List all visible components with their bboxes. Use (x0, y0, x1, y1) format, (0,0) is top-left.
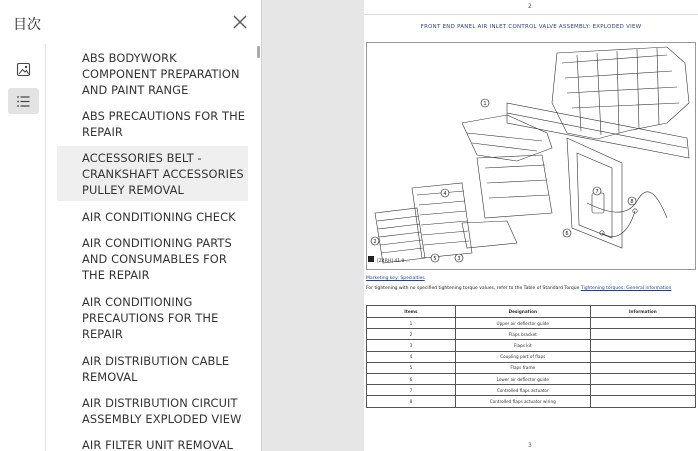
list-outline-icon (16, 94, 31, 109)
cell-designation: Controlled flaps actuator (455, 385, 590, 396)
toc-scrollbar[interactable] (257, 46, 260, 58)
cell-item: 4 (367, 351, 456, 362)
table-row (367, 396, 696, 407)
table-row (367, 373, 696, 384)
diagram-code: [Z4RH] 41.0 ... (377, 259, 411, 264)
cell-designation: Upper air deflector guide (455, 318, 590, 329)
callout-label: 6 (565, 231, 569, 237)
table-of-contents (47, 44, 261, 451)
table-row (367, 385, 696, 396)
cell-item: 2 (367, 329, 456, 340)
toc-item[interactable]: AIR CONDITIONING PARTS AND CONSUMABLES FOR THE REPAIR (82, 236, 232, 283)
thumbnails-tab[interactable] (8, 56, 39, 82)
cell-designation: Controlled flaps actuator wiring (455, 396, 590, 407)
cell-item: 5 (367, 362, 456, 373)
close-button[interactable] (230, 12, 250, 32)
table-row (367, 362, 696, 373)
torque-note-text: For tightening with no specified tightening torque values, refer to the Table of Standard Torque (366, 286, 580, 291)
cell-designation: Flaps bracket (455, 329, 590, 340)
parts-table (366, 305, 696, 408)
cell-designation: Coupling part of flaps (455, 351, 590, 362)
cell-item: 8 (367, 396, 456, 407)
outline-tab[interactable] (8, 88, 39, 114)
cell-information (590, 318, 695, 329)
document-title: FRONT END PANEL AIR INLET CONTROL VALVE ASSEMBLY: EXPLODED VIEW (420, 24, 642, 30)
torque-info-link[interactable]: Tightening torques: General information (580, 286, 672, 291)
toc-item[interactable]: AIR DISTRIBUTION CABLE REMOVAL (82, 354, 230, 385)
toc-item[interactable]: AIR DISTRIBUTION CIRCUIT ASSEMBLY EXPLODED VIEW (82, 396, 242, 427)
diagram-code-icon (368, 256, 374, 262)
cell-information (590, 351, 695, 362)
close-icon (230, 12, 250, 32)
cell-designation: Lower air deflector guide (455, 373, 590, 384)
page-number-bottom: 3 (528, 442, 532, 449)
table-row (367, 340, 696, 351)
cell-information (590, 385, 695, 396)
cell-item: 3 (367, 340, 456, 351)
cell-item: 6 (367, 373, 456, 384)
cell-information (590, 373, 695, 384)
panel-rail (0, 44, 46, 451)
toc-item[interactable]: ABS BODYWORK COMPONENT PREPARATION AND PAINT RANGE (82, 51, 240, 98)
callout-label: 3 (457, 256, 461, 262)
toc-item[interactable]: AIR FILTER UNIT REMOVAL (82, 438, 234, 451)
exploded-view-diagram (366, 42, 696, 270)
marketing-key-link[interactable]: Marketing key: Specialties (366, 276, 425, 281)
cell-item: 7 (367, 385, 456, 396)
cell-information (590, 340, 695, 351)
table-row (367, 318, 696, 329)
cell-item: 1 (367, 318, 456, 329)
callout-label: 4 (443, 191, 447, 197)
toc-item[interactable]: AIR CONDITIONING PRECAUTIONS FOR THE REPAIR (82, 295, 219, 342)
table-row (367, 351, 696, 362)
callout-label: 8 (630, 199, 634, 205)
column-header-items: Items (367, 306, 456, 318)
table-row (367, 329, 696, 340)
cell-information (590, 329, 695, 340)
toc-item[interactable]: AIR CONDITIONING CHECK (82, 210, 236, 224)
cell-information (590, 396, 695, 407)
callout-label: 5 (433, 256, 437, 262)
exploded-diagram-drawing (367, 43, 695, 269)
page-number-top: 2 (528, 3, 532, 10)
callout-label: 1 (483, 101, 487, 107)
column-header-information: Information (590, 306, 695, 318)
column-header-designation: Designation (455, 306, 590, 318)
toc-item[interactable]: ABS PRECAUTIONS FOR THE REPAIR (82, 109, 246, 140)
outline-panel (0, 0, 262, 451)
panel-header (0, 0, 262, 44)
panel-title: 目次 (13, 17, 41, 33)
callout-label: 2 (373, 239, 377, 245)
table-header-row (367, 306, 696, 318)
image-thumbnails-icon (16, 62, 31, 77)
cell-designation: Flaps kit (455, 340, 590, 351)
cell-information (590, 362, 695, 373)
cell-designation: Flaps frame (455, 362, 590, 373)
torque-note (366, 286, 671, 291)
callout-label: 7 (595, 189, 599, 195)
toc-item-highlighted[interactable]: ACCESSORIES BELT - CRANKSHAFT ACCESSORIES PULLEY REMOVAL (57, 146, 248, 201)
